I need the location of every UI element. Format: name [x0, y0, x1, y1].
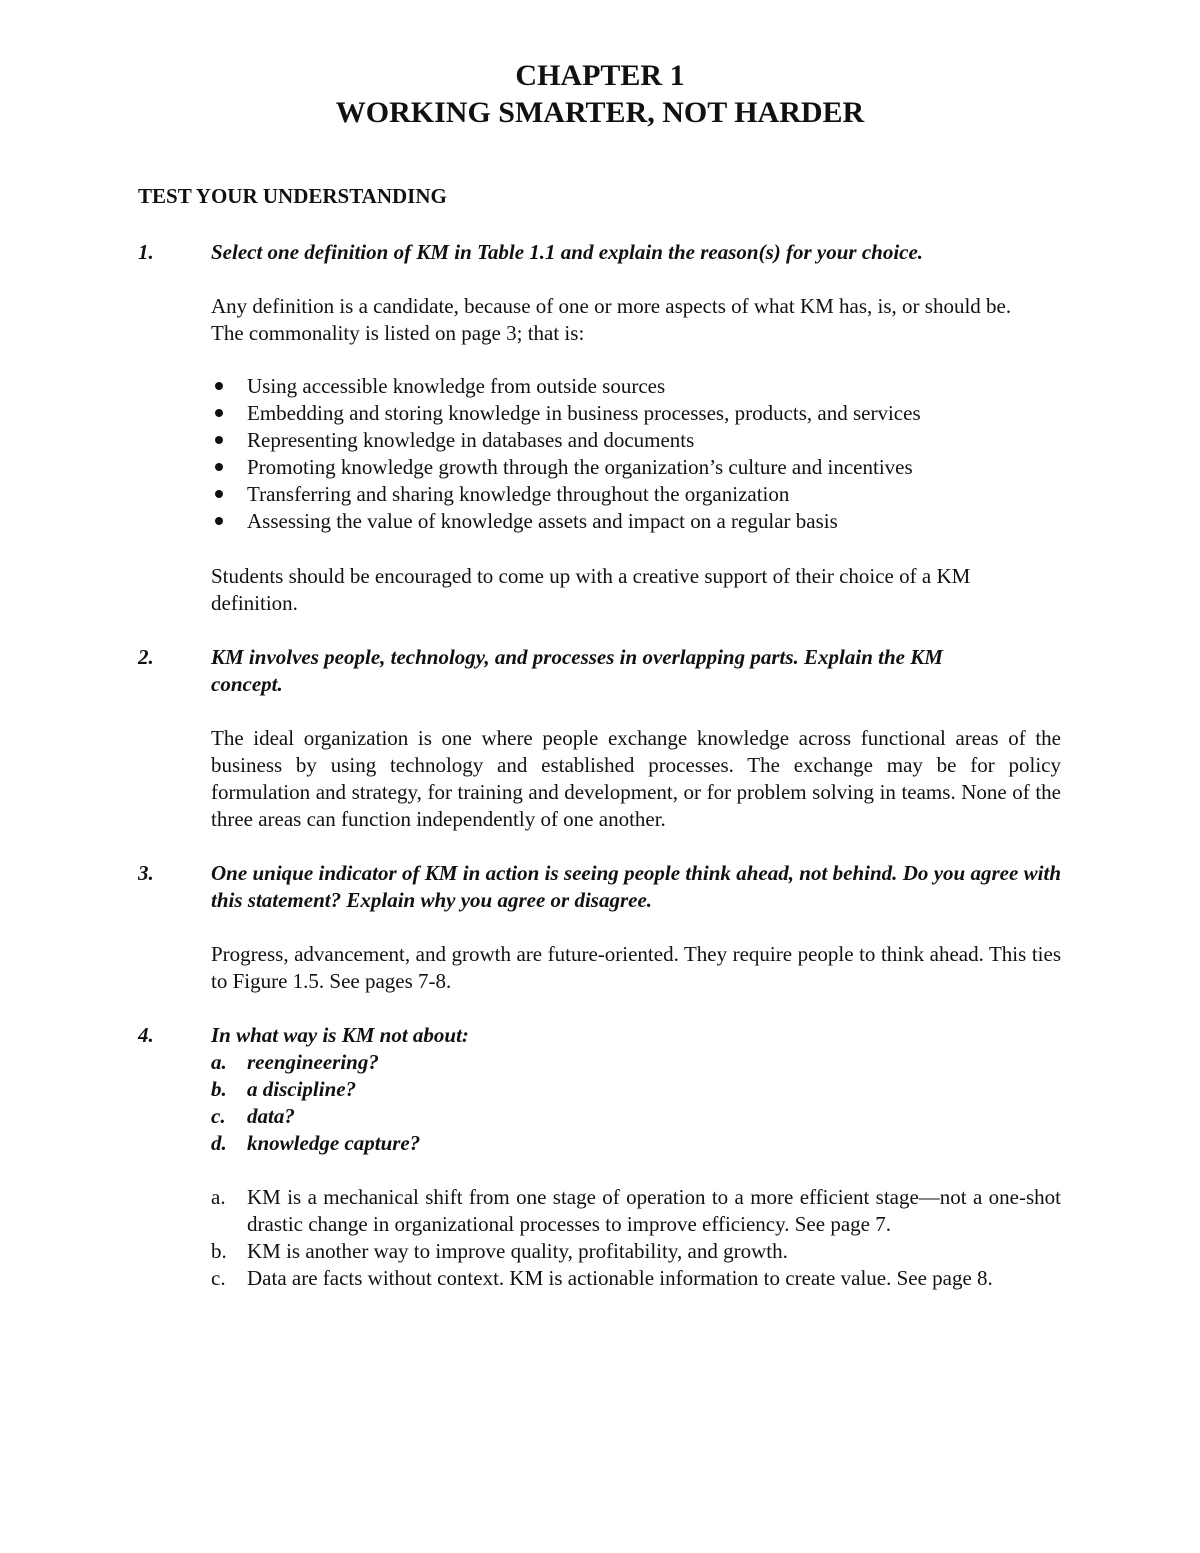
list-item-text: Transferring and sharing knowledge throughout the organization	[247, 482, 790, 506]
bullet-icon	[215, 490, 223, 498]
list-item	[211, 373, 921, 400]
list-item-text: KM is a mechanical shift from one stage of operation to a more efficient stage—not a one-shot drastic change in organizational processes to improve efficiency. See page 7.	[247, 1185, 1061, 1236]
list-item-text: data?	[247, 1104, 295, 1128]
bullet-icon	[215, 463, 223, 471]
list-item-letter: b.	[211, 1077, 227, 1101]
question-1-intro: Any definition is a candidate, because of one or more aspects of what KM has, is, or should be. The commonality is listed on page 3; that is:	[211, 294, 1012, 345]
list-item-text: knowledge capture?	[247, 1131, 421, 1155]
list-item	[211, 400, 921, 427]
list-item	[211, 1184, 1061, 1238]
question-4-answer-list	[211, 1184, 1061, 1292]
question-1-closing: Students should be encouraged to come up with a creative support of their choice of a KM definition.	[211, 564, 971, 615]
question-2-text: KM involves people, technology, and processes in overlapping parts. Explain the KM concept.	[211, 645, 943, 696]
list-item	[211, 1076, 420, 1103]
chapter-title: WORKING SMARTER, NOT HARDER	[335, 96, 865, 129]
list-item-text: Representing knowledge in databases and documents	[247, 428, 695, 452]
question-4-number: 4.	[138, 1023, 154, 1047]
list-item	[211, 1238, 1061, 1265]
list-item-text: KM is another way to improve quality, profitability, and growth.	[247, 1239, 788, 1263]
list-item	[211, 508, 921, 535]
list-item-text: a discipline?	[247, 1077, 357, 1101]
question-1-bullet-list	[211, 373, 921, 535]
section-heading: TEST YOUR UNDERSTANDING	[138, 184, 447, 208]
question-3-answer: Progress, advancement, and growth are future-oriented. They require people to think ahead. This ties to Figure 1.5. See pages 7-8.	[211, 942, 1061, 993]
list-item-text: Data are facts without context. KM is actionable information to create value. See page 8.	[247, 1266, 993, 1290]
list-item	[211, 1103, 420, 1130]
list-item	[211, 1049, 420, 1076]
list-item-letter: a.	[211, 1185, 226, 1209]
list-item	[211, 1130, 420, 1157]
list-item	[211, 481, 921, 508]
list-item	[211, 1265, 1061, 1292]
list-item-letter: d.	[211, 1131, 227, 1155]
chapter-number: CHAPTER 1	[515, 59, 685, 92]
bullet-icon	[215, 436, 223, 444]
question-1-number: 1.	[138, 240, 154, 264]
list-item-letter: b.	[211, 1239, 227, 1263]
question-4-text: In what way is KM not about:	[211, 1023, 469, 1047]
question-3-number: 3.	[138, 861, 154, 885]
bullet-icon	[215, 409, 223, 417]
list-item-text: Promoting knowledge growth through the organization’s culture and incentives	[247, 455, 913, 479]
list-item-letter: c.	[211, 1104, 226, 1128]
list-item-text: Using accessible knowledge from outside sources	[247, 374, 666, 398]
question-1-text: Select one definition of KM in Table 1.1 and explain the reason(s) for your choice.	[211, 240, 924, 264]
bullet-icon	[215, 517, 223, 525]
list-item	[211, 427, 921, 454]
list-item-text: reengineering?	[247, 1050, 379, 1074]
list-item-letter: a.	[211, 1050, 227, 1074]
question-2-number: 2.	[138, 645, 154, 669]
bullet-icon	[215, 382, 223, 390]
list-item-text: Embedding and storing knowledge in business processes, products, and services	[247, 401, 921, 425]
list-item	[211, 454, 921, 481]
list-item-text: Assessing the value of knowledge assets and impact on a regular basis	[247, 509, 838, 533]
question-2-answer: The ideal organization is one where people exchange knowledge across functional areas of the business by using technology and established processes. The exchange may be for policy formulation and strategy, for training and development, or for problem solving in teams. None of the three areas can function independently of one another.	[211, 726, 1061, 831]
list-item-letter: c.	[211, 1266, 226, 1290]
question-3-text: One unique indicator of KM in action is seeing people think ahead, not behind. Do you agree with this statement? Explain why you agree or disagree.	[211, 861, 1061, 912]
question-4-subitem-list	[211, 1049, 420, 1157]
